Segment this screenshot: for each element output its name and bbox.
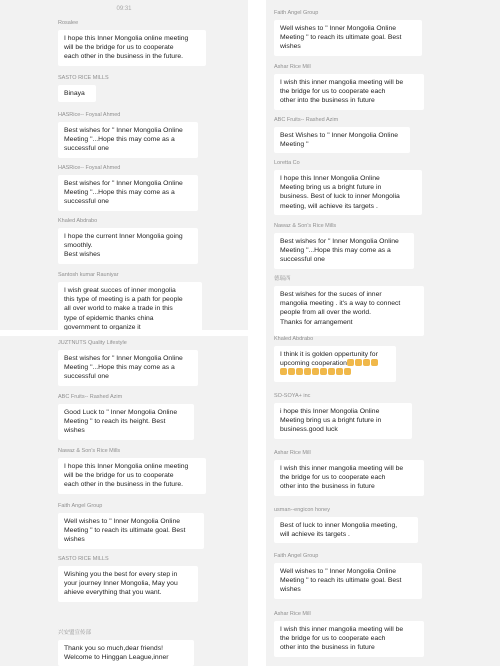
celebration-emoji-icon [347,359,354,366]
message-text: type of epidemic thanks china [64,314,154,322]
message-bubble[interactable] [58,513,204,549]
message-text: this type of meeting is a path for people [64,296,183,304]
message-text: successful one [64,198,109,206]
celebration-emoji-icon [304,368,311,375]
message-text: I hope this Inner Mongolia online meeting [64,463,189,470]
message-bubble[interactable] [58,85,96,102]
chat-message [58,630,194,666]
chat-message [274,276,424,336]
celebration-emoji-icon [355,359,362,366]
sender-name: Faith Angel Group [274,553,319,559]
message-text: Best wishes for the suces of inner [280,291,382,298]
celebration-emoji-icon [328,368,335,375]
message-text: I hope the current Inner Mongolia going [64,233,183,240]
message-text: Meeting " [280,141,309,149]
chat-message [58,503,204,549]
celebration-emoji-icon [371,359,378,366]
message-text: will achieve its targets . [280,531,350,539]
message-text: i hope this Inner Mongolia Online [280,408,380,415]
chat-message [58,340,198,386]
message-text: other into the business in future [280,97,375,105]
message-text: wishes [64,536,85,544]
message-text: smoothly. [64,242,93,250]
message-text: Best wishes for " Inner Mongolia Online [64,355,183,362]
sender-name: ABC Fruits-- Rashed Azim [58,394,123,400]
chat-message [58,448,206,494]
message-text: Meeting "...Hope this may come as a [280,247,391,255]
message-text: Meeting "...Hope this may come as a [64,189,175,197]
chat-message [274,160,422,215]
celebration-emoji-icon [296,368,303,375]
sender-name: HASRice-- Foysal Ahmed [58,165,121,171]
chat-message [58,272,202,330]
message-text: Wishing you the best for every step in [64,571,178,578]
message-text: your journey Inner Mongolia, May you [64,580,178,588]
message-text: upcoming cooperation [280,360,347,368]
sender-name: Faith Angel Group [274,10,319,16]
message-text: Meeting " to reach its ultimate goal. Best [280,577,402,585]
message-text: ahieve everything that you want. [64,589,162,597]
message-text: Best Wishes to " Inner Mongolia Online [280,132,399,139]
message-bubble[interactable] [274,170,422,215]
message-text: all over world to make a trade in this [64,305,173,313]
celebration-emoji-icon [312,368,319,375]
message-text: business.good luck [280,426,338,434]
message-text: I hope this Inner Mongolia online meeting [64,35,189,42]
message-text: the bridge for us to cooperate each [280,88,386,96]
chat-message [58,112,198,158]
chat-message [274,553,422,599]
message-text: successful one [280,256,325,264]
message-text: Binaya [64,90,85,97]
message-text: I think it is golden oppertunity for [280,351,378,358]
message-text: mangolia meeting . it's a way to connect [280,300,401,308]
celebration-emoji-icon [288,368,295,375]
sender-name: HASRice-- Foysal Ahmed [58,112,121,118]
message-text: Meeting bring us a bright future in [280,184,382,192]
message-text: Best wishes [64,251,101,259]
message-text: Meeting " to reach its ultimate goal. Best [64,527,186,535]
chat-message [58,165,198,211]
message-bubble[interactable] [58,566,198,602]
message-text: Meeting "...Hope this may come as a [64,136,175,144]
sender-name: SASTO RICE MILLS [58,556,109,562]
sender-name: Khaled Abdrabo [274,336,314,342]
sender-name: Khaled Abdrabo [58,218,98,224]
message-bubble[interactable] [274,74,424,110]
message-text: Meeting "...Hope this may come as a [64,364,175,372]
message-text: business. Best of luck to inner Mongolia [280,193,400,201]
sender-name: Nawaz & Son's Rice Mills [58,448,121,454]
message-bubble[interactable] [58,350,198,386]
message-bubble[interactable] [58,640,194,666]
message-text: I wish this inner mangolia meeting will be [280,79,404,86]
chat-message [274,64,424,110]
message-text: I hope this Inner Mongolia Online [280,175,380,182]
chat-message [274,10,422,56]
emoji-row [280,368,352,377]
sender-name: usman--engicon honey [274,507,330,513]
sender-name: Santosh kumar Rauniyar [58,272,119,278]
sender-name: ABC Fruits-- Rashed Azim [274,117,339,123]
message-bubble[interactable] [58,175,198,211]
chat-message [58,394,194,440]
message-text: I wish this inner mangolia meeting will be [280,465,404,472]
message-bubble[interactable] [274,127,410,153]
message-text: Well wishes to " Inner Mongolia Online [64,518,181,525]
message-text: Best wishes for " Inner Mongolia Online [64,180,183,187]
sender-name: Nawaz & Son's Rice Mills [274,223,337,229]
message-text: wishes [280,586,301,594]
message-text: Thank you so much,dear friends! [64,645,163,652]
chat-screenshot-top-left [0,0,248,330]
message-text: each other in the business in the future. [64,53,184,61]
message-text: government to organize it [64,323,141,330]
message-bubble[interactable] [58,282,202,330]
message-text: meeting, will achieve its targets . [280,202,378,210]
message-text: the bridge for us to cooperate each [280,635,386,643]
chat-message [274,450,424,496]
chat-message [274,223,414,269]
message-text: people from all over the world. [280,309,372,317]
sender-name: SASTO RICE MILLS [58,75,109,81]
message-text: Meeting " to reach its height. Best [64,418,166,426]
chat-message [58,556,198,602]
message-text: Welcome to Hinggan League,inner [64,654,169,662]
chat-message [58,20,206,66]
message-bubble[interactable] [58,458,206,494]
message-bubble[interactable] [274,403,412,439]
message-text: wishes [280,43,301,51]
message-text: wishes [64,427,85,435]
message-bubble[interactable] [274,286,424,336]
message-timestamp: 09:31 [116,6,132,12]
message-text: Thanks for arrangement [280,318,353,326]
message-bubble[interactable] [274,517,418,543]
message-text: Well wishes to " Inner Mongolia Online [280,25,397,32]
message-bubble[interactable] [58,30,206,66]
message-bubble[interactable] [58,404,194,440]
sender-name: Loretta Co [274,160,300,166]
message-text: will be the bridge for us to cooperate [64,44,174,52]
sender-name: SO-SOYA+ inc [274,393,311,399]
celebration-emoji-icon [363,359,370,366]
message-text: I wish this inner mangolia meeting will be [280,626,404,633]
chat-screenshot-right [266,0,500,666]
chat-message [274,117,410,153]
message-text: other into the business in future [280,483,375,491]
message-text: successful one [64,145,109,153]
sender-name: Faith Angel Group [58,503,103,509]
message-text: the bridge for us to cooperate each [280,474,386,482]
sender-name: Ashar Rice Mill [274,64,311,70]
message-bubble[interactable] [274,621,424,657]
sender-name: Ashar Rice Mill [274,611,311,617]
message-bubble[interactable] [274,20,422,56]
message-text: Good Luck to " Inner Mongolia Online [64,409,178,416]
message-bubble[interactable] [58,228,198,264]
sender-name: Ashar Rice Mill [274,450,311,456]
message-text: successful one [64,373,109,381]
message-text: Well wishes to " Inner Mongolia Online [280,568,397,575]
message-bubble[interactable] [274,563,422,599]
message-bubble[interactable] [274,460,424,496]
message-text: Best wishes for " Inner Mongolia Online [280,238,399,245]
chat-message [274,393,412,439]
celebration-emoji-icon [320,368,327,375]
chat-message [274,611,424,657]
emoji-row [347,359,379,368]
message-text: I wish great succes of inner mongolia [64,287,176,294]
message-bubble[interactable] [58,122,198,158]
chat-message [274,336,396,382]
sender-name: JUZTNUTS Quality Lifestyle [58,340,127,346]
chat-screenshot-bottom-left [0,336,248,666]
message-text: Best wishes for " Inner Mongolia Online [64,127,183,134]
chat-message [58,75,109,102]
chat-message [58,218,198,264]
message-bubble[interactable] [274,346,396,382]
message-text: Meeting " to reach its ultimate goal. Best [280,34,402,42]
celebration-emoji-icon [280,368,287,375]
sender-name: Rosalee [58,20,79,26]
celebration-emoji-icon [336,368,343,375]
message-text: Meeting bring us a bright future in [280,417,382,425]
celebration-emoji-icon [344,368,351,375]
message-text: will be the bridge for us to cooperate [64,472,174,480]
message-bubble[interactable] [274,233,414,269]
message-text: each other in the business in the future. [64,481,184,489]
message-text: other into the business in future [280,644,375,652]
sender-name: 德瑞西 [274,276,291,282]
chat-message [274,507,418,543]
message-text: Best of luck to inner Mongolia meeting, [280,522,398,529]
sender-name: 兴安盟宣传部 [58,630,92,636]
